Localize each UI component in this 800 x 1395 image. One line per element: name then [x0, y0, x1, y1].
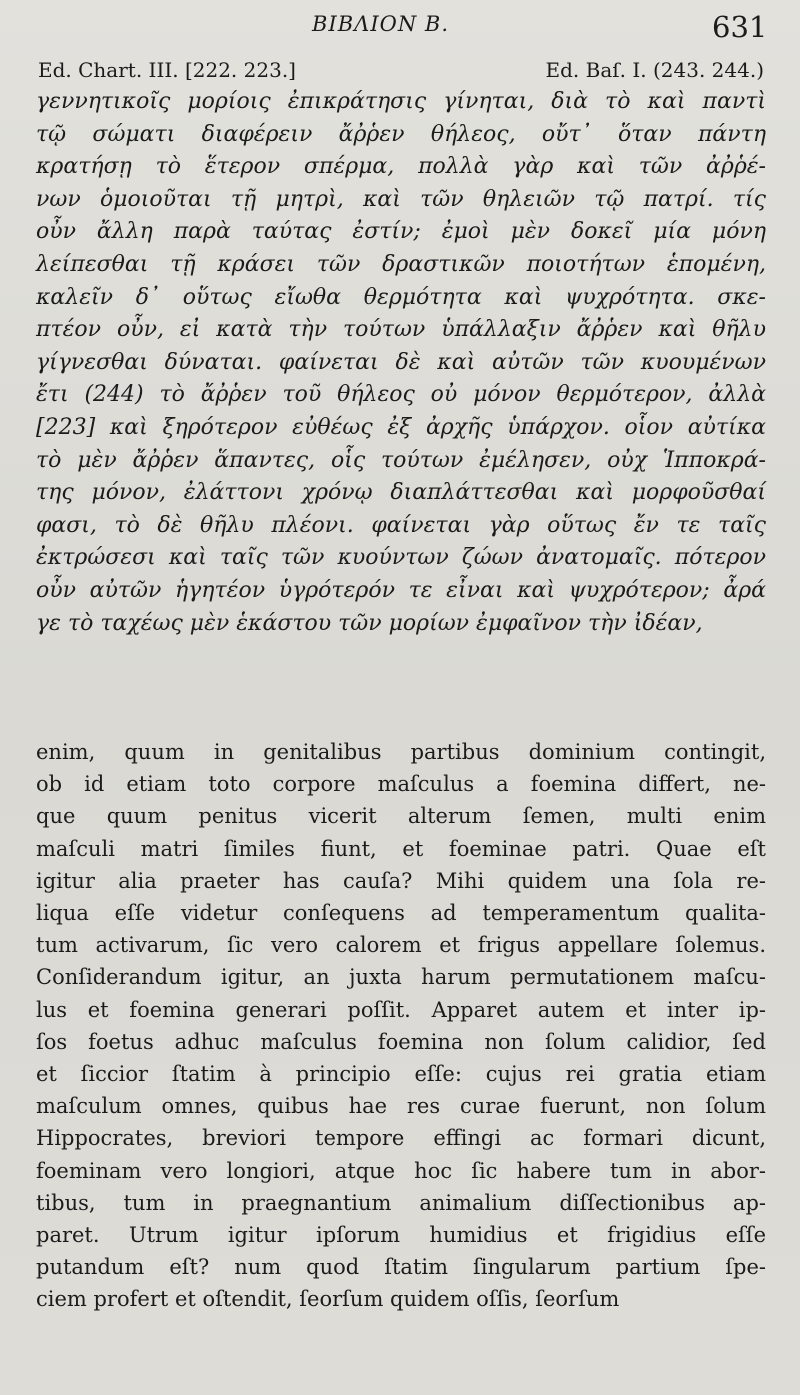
latin-text-line: enim, quum in genitalibus partibus dominium contingit,	[36, 740, 766, 764]
greek-text-line: τῷ σώματι διαφέρειν ἄῤῥεν θήλεος, οὔτ᾽ ὅταν πάντη	[36, 121, 766, 147]
latin-text-line: tibus, tum in praegnantium animalium diſſectionibus ap-	[36, 1190, 766, 1215]
latin-text-line: que quum penitus vicerit alterum ſemen, multi enim	[36, 804, 766, 829]
greek-text-line: οὖν ἄλλη παρὰ ταύτας ἐστίν; ἐμοὶ μὲν δοκεῖ μία μόνη	[36, 219, 766, 245]
latin-text-line: foeminam vero longiori, atque hoc ſic habere tum in abor-	[36, 1158, 766, 1183]
latin-text-line: Conſiderandum igitur, an juxta harum permutationem maſcu-	[36, 965, 766, 990]
greek-text-line: [223] καὶ ξηρότερον εὐθέως ἐξ ἀρχῆς ὑπάρχον. οἷον αὐτίκα	[36, 414, 766, 440]
latin-text-line: igitur alia praeter has cauſa? Mihi quidem una ſola re-	[36, 868, 766, 893]
greek-text-line: της μόνον, ἐλάττονι χρόνῳ διαπλάττεσθαι καὶ μορφοῦσθαί	[36, 480, 766, 506]
edition-references	[38, 58, 764, 88]
greek-text-line: λείπεσθαι τῇ κράσει τῶν δραστικῶν ποιοτήτων ἑπομένη,	[36, 251, 766, 277]
edition-ref-chartier: Ed. Chart. III. [222. 223.]	[38, 58, 296, 82]
greek-text-block	[36, 86, 766, 640]
running-title: BIBΛΙΟΝ Β.	[312, 12, 449, 36]
latin-text-line: Hippocrates, breviori tempore effingi ac formari dicunt,	[36, 1126, 766, 1151]
latin-text-line: tum activarum, ſic vero calorem et frigus appellare ſolemus.	[36, 933, 766, 958]
greek-text-line: οὖν αὐτῶν ἡγητέον ὑγρότερόν τε εἶναι καὶ ψυχρότερον; ἆρά	[36, 577, 766, 603]
running-head	[0, 8, 800, 42]
latin-text-line: ſos foetus adhuc maſculus foemina non ſolum calidior, ſed	[36, 1029, 766, 1054]
greek-text-line: γεννητικοῖς μορίοις ἐπικράτησις γίνηται, διὰ τὸ καὶ παντὶ	[36, 89, 766, 114]
latin-text-line: lus et foemina generari poſſit. Apparet autem et inter ip-	[36, 997, 766, 1022]
latin-text-line: paret. Utrum igitur ipſorum humidius et frigidius eſſe	[36, 1223, 766, 1248]
edition-ref-basel: Ed. Baſ. I. (243. 244.)	[545, 58, 764, 82]
greek-text-line: καλεῖν δ᾽ οὕτως εἴωθα θερμότητα καὶ ψυχρότητα. σκε-	[36, 284, 766, 310]
greek-text-line: φασι, τὸ δὲ θῆλυ πλέονι. φαίνεται γὰρ οὕτως ἔν τε ταῖς	[36, 512, 766, 538]
greek-text-line: νων ὁμοιοῦται τῇ μητρὶ, καὶ τῶν θηλειῶν τῷ πατρί. τίς	[36, 186, 766, 212]
greek-text-line: κρατήσῃ τὸ ἕτερον σπέρμα, πολλὰ γὰρ καὶ τῶν ἀῤῥέ-	[36, 154, 766, 180]
greek-text-line: πτέον οὖν, εἰ κατὰ τὴν τούτων ὑπάλλαξιν ἄῤῥεν καὶ θῆλυ	[36, 317, 766, 343]
greek-text-line: ἔτι (244) τὸ ἄῤῥεν τοῦ θήλεος οὐ μόνον θερμότερον, ἀλλὰ	[36, 382, 766, 408]
greek-text-line: γίγνεσθαι δύναται. φαίνεται δὲ καὶ αὐτῶν τῶν κυουμένων	[36, 349, 766, 375]
latin-text-line: maſculum omnes, quibus hae res curae fuerunt, non ſolum	[36, 1094, 766, 1119]
greek-text-line: γε τὸ ταχέως μὲν ἑκάστου τῶν μορίων ἐμφαῖνον τὴν ἰδέαν,	[36, 610, 703, 636]
latin-text-block	[36, 736, 766, 1316]
latin-text-line: maſculi matri ſimiles fiunt, et foeminae patri. Quae eſt	[36, 836, 766, 861]
latin-text-line: putandum eſt? num quod ſtatim ſingularum partium ſpe-	[36, 1255, 766, 1280]
latin-text-line: et ſiccior ſtatim à principio eſſe: cujus rei gratia etiam	[36, 1062, 766, 1087]
latin-text-line: liqua eſſe videtur conſequens ad temperamentum qualita-	[36, 901, 766, 926]
greek-text-line: τὸ μὲν ἄῤῥεν ἅπαντες, οἷς τούτων ἐμέλησεν, οὐχ Ἱπποκρά-	[36, 447, 766, 473]
latin-text-line: ciem profert et oſtendit, ſeorſum quidem oſſis, ſeorſum	[36, 1287, 620, 1312]
greek-text-line: ἐκτρώσεσι καὶ ταῖς τῶν κυούντων ζώων ἀνατομαῖς. πότερον	[36, 545, 766, 571]
latin-text-line: ob id etiam toto corpore maſculus a foemina differt, ne-	[36, 772, 766, 797]
page-number: 631	[712, 10, 768, 44]
